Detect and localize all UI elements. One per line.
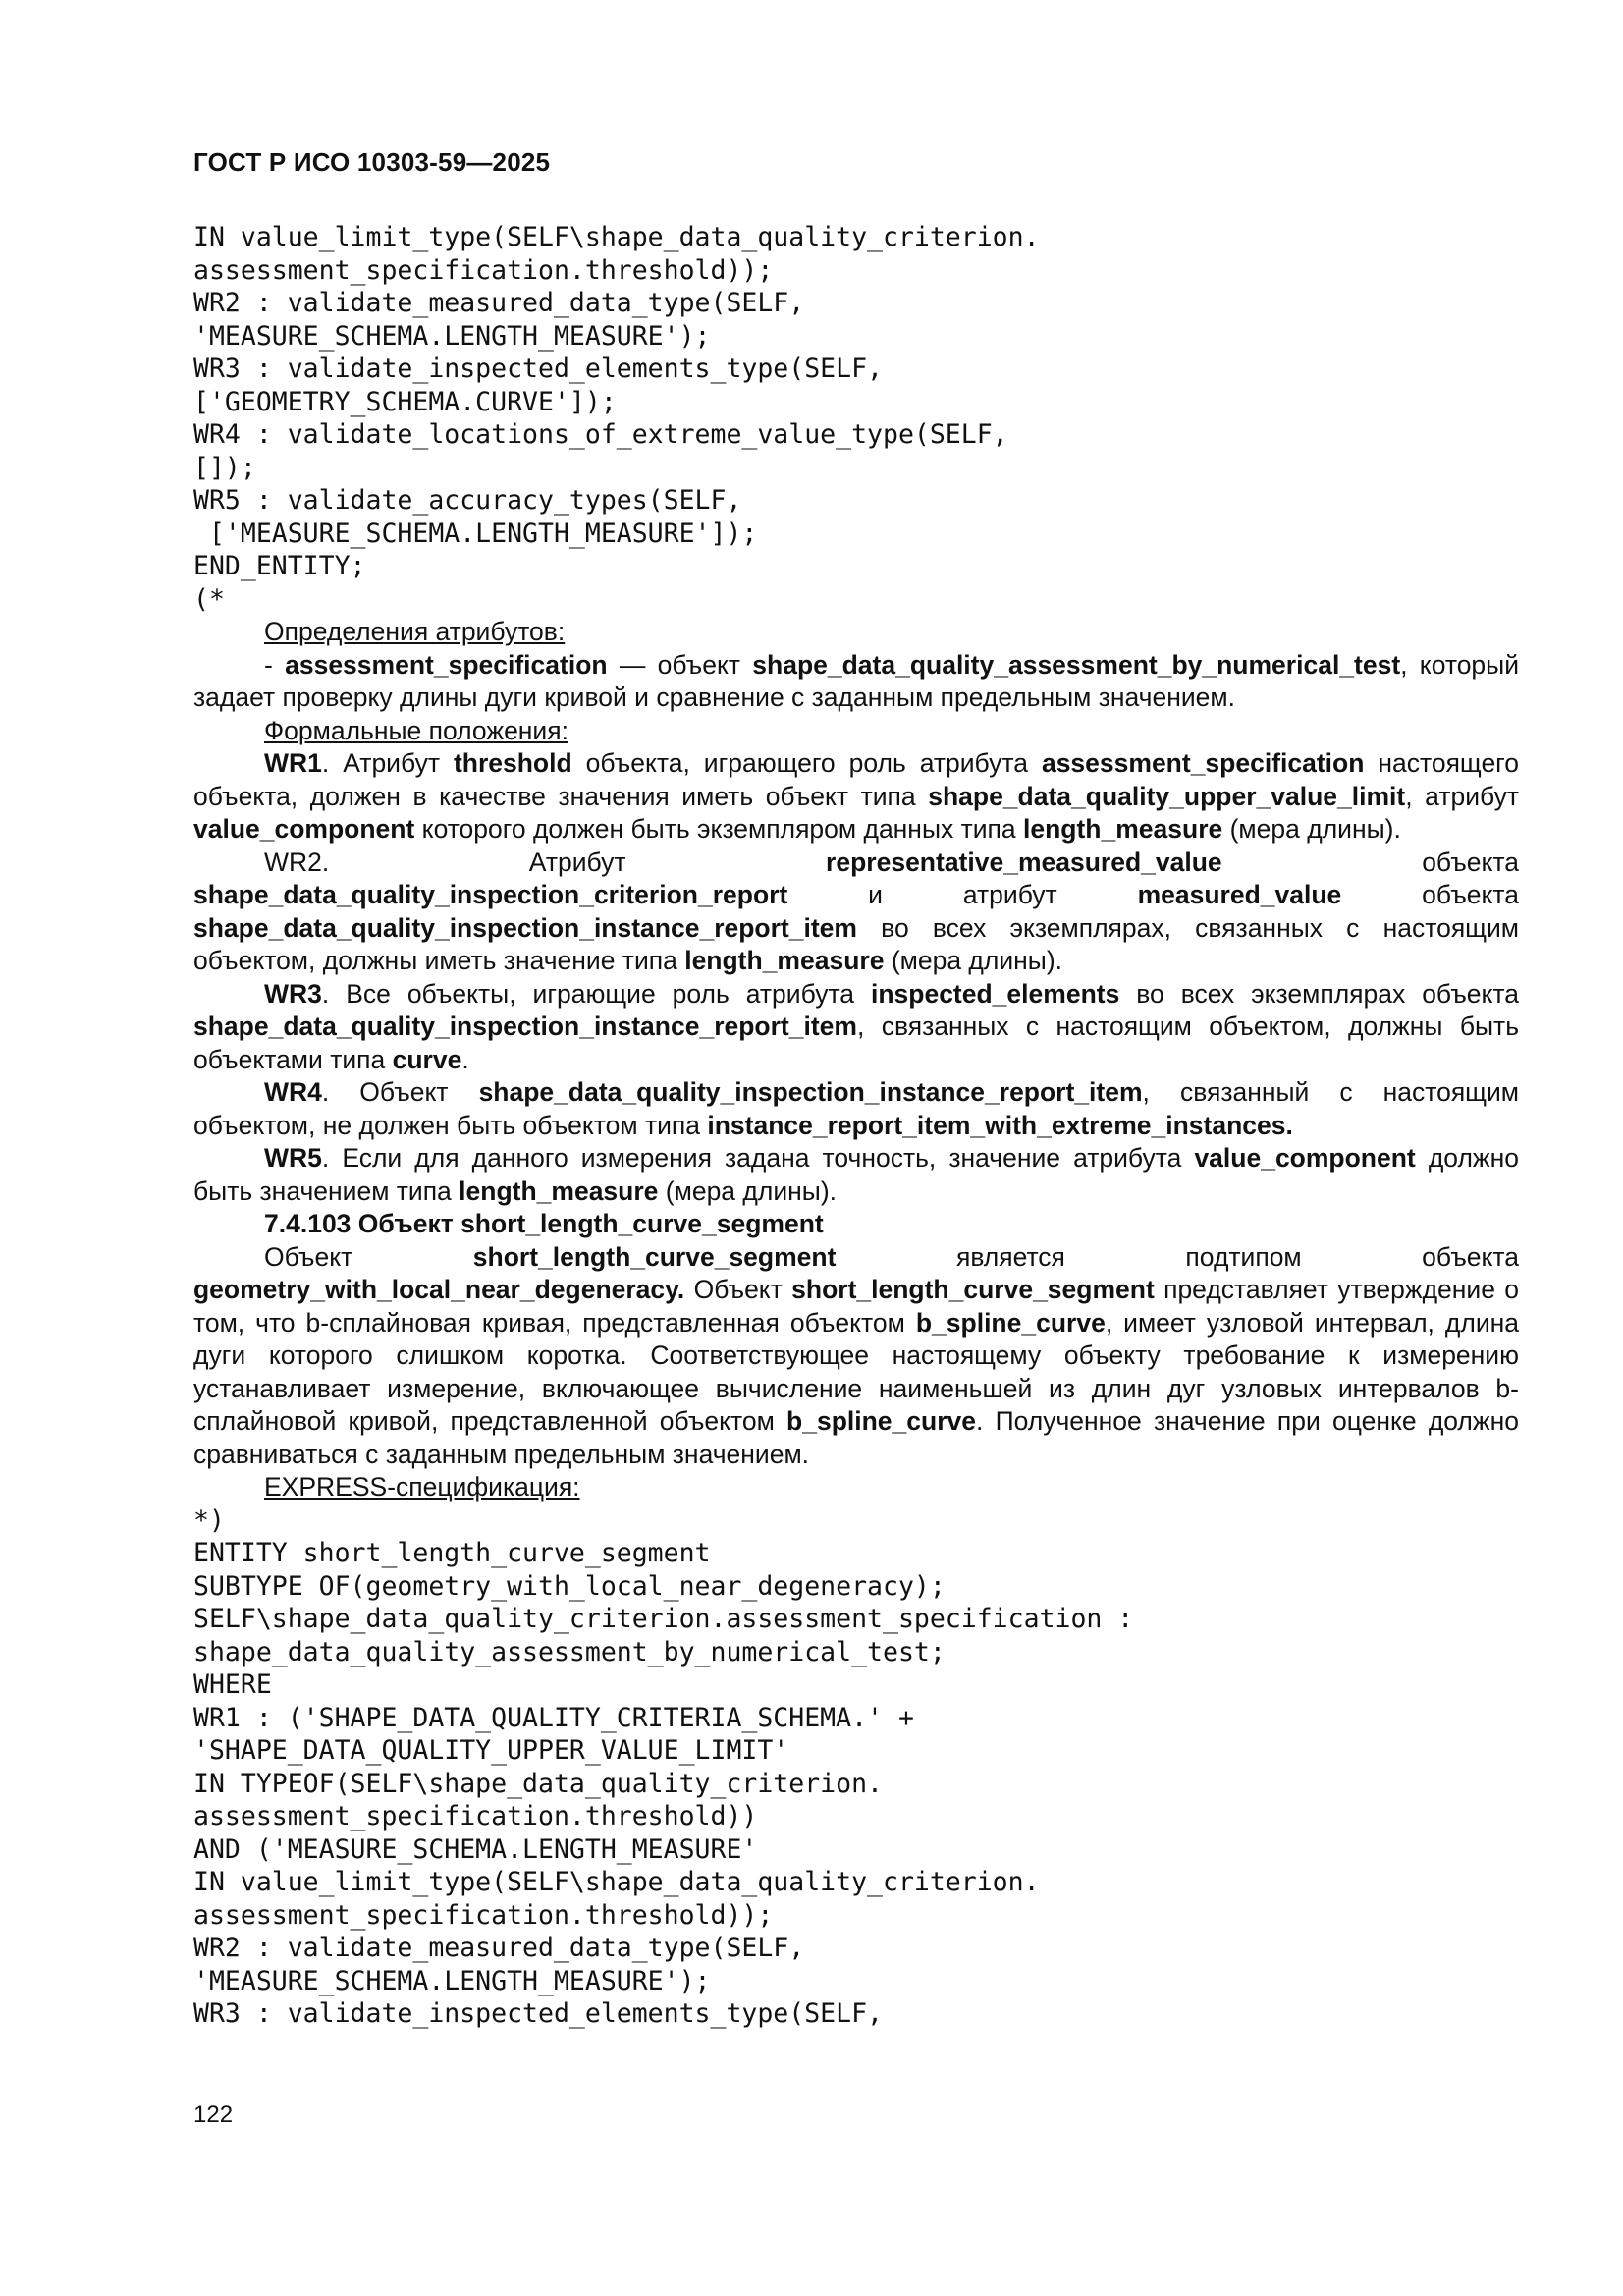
code-line: shape_data_quality_assessment_by_numerical_test;	[193, 1636, 946, 1667]
section-heading-definitions: Определения атрибутов:	[264, 617, 566, 646]
code-line: SELF\shape_data_quality_criterion.assessment_specification :	[193, 1604, 1134, 1634]
code-line: 'SHAPE_DATA_QUALITY_UPPER_VALUE_LIMIT'	[193, 1735, 789, 1766]
section-title: 7.4.103 Объект short_length_curve_segment	[264, 1209, 824, 1238]
code-line: AND ('MEASURE_SCHEMA.LENGTH_MEASURE'	[193, 1833, 758, 1865]
code-line: IN TYPEOF(SELF\shape_data_quality_criterion.	[193, 1768, 883, 1799]
code-line: WHERE	[193, 1669, 272, 1700]
code-line: END_ENTITY;	[193, 551, 366, 581]
rule-wr5: WR5. Если для данного измерения задана точность, значение атрибута value_component должно быть значением типа length_measure (мера длины).	[193, 1143, 1520, 1206]
code-line: SUBTYPE OF(geometry_with_local_near_degeneracy);	[193, 1570, 946, 1602]
code-block-2	[193, 1504, 1519, 2031]
code-line: assessment_specification.threshold))	[193, 1801, 758, 1831]
code-line: WR2 : validate_measured_data_type(SELF,	[193, 1933, 805, 1963]
code-line: assessment_specification.threshold));	[193, 1899, 774, 1931]
code-line: WR1 : ('SHAPE_DATA_QUALITY_CRITERIA_SCHEMA.' +	[193, 1702, 914, 1733]
code-line: []);	[193, 452, 256, 483]
page-header: ГОСТ Р ИСО 10303-59—2025	[193, 147, 551, 177]
rule-wr4: WR4. Объект shape_data_quality_inspection_instance_report_item, связанный с настоящим объектом, не должен быть объектом типа instance_report_item_with_extreme_instances.	[193, 1077, 1520, 1140]
express-heading: EXPRESS-спецификация:	[264, 1472, 580, 1502]
code-line: IN value_limit_type(SELF\shape_data_quality_criterion.	[193, 222, 1040, 252]
code-line: assessment_specification.threshold));	[193, 254, 774, 286]
page-number: 122	[193, 2102, 234, 2128]
code-line: ENTITY short_length_curve_segment	[193, 1538, 711, 1568]
code-line: WR3 : validate_inspected_elements_type(SELF,	[193, 1998, 883, 2029]
code-line: IN value_limit_type(SELF\shape_data_quality_criterion.	[193, 1867, 1040, 1897]
page-content	[193, 221, 1519, 2031]
code-line: WR3 : validate_inspected_elements_type(SELF,	[193, 354, 883, 384]
code-line: 'MEASURE_SCHEMA.LENGTH_MEASURE');	[193, 320, 711, 352]
code-line: 'MEASURE_SCHEMA.LENGTH_MEASURE');	[193, 1965, 711, 1996]
rule-wr2: WR2. Атрибут representative_measured_value объекта shape_data_quality_inspection_criterion_report и атрибут measured_value объекта shape_data_quality_inspection_instance_report_item во всех экземплярах, связанных с настоящим объектом, должны иметь значение типа length_measure (мера длины).	[193, 847, 1519, 975]
code-line: WR2 : validate_measured_data_type(SELF,	[193, 288, 805, 318]
definition-paragraph: - assessment_specification — объект shape_data_quality_assessment_by_numerical_test, который задает проверку длины дуги кривой и сравнение с заданным предельным значением.	[193, 649, 1520, 712]
code-line: *)	[193, 1504, 225, 1536]
commentary	[193, 616, 1519, 1504]
code-line: (*	[193, 583, 225, 615]
code-line: WR5 : validate_accuracy_types(SELF,	[193, 485, 742, 516]
section-paragraph: Объект short_length_curve_segment является подтипом объекта geometry_with_local_near_degeneracy. Объект short_length_curve_segment представляет утверждение о том, что b-сплайновая кривая, представленная объектом b_spline_curve, имеет узловой интервал, длина дуги которого слишком коротка. Соответствующее настоящему объекту требование к измерению устанавливает измерение, включающее вычисление наименьшей из длин дуг узловых интервалов b-сплайновой кривой, представленной объектом b_spline_curve. Полученное значение при оценке должно сравниваться с заданным предельным значением.	[193, 1241, 1520, 1469]
rule-wr3: WR3. Все объекты, играющие роль атрибута inspected_elements во всех экземплярах объекта shape_data_quality_inspection_instance_report_item, связанных с настоящим объектом, должны быть объектами типа curve.	[193, 978, 1519, 1074]
code-line: ['MEASURE_SCHEMA.LENGTH_MEASURE']);	[193, 518, 758, 549]
code-block-1	[193, 221, 1519, 616]
code-line: WR4 : validate_locations_of_extreme_value_type(SELF,	[193, 419, 1008, 450]
code-line: ['GEOMETRY_SCHEMA.CURVE']);	[193, 386, 617, 417]
section-heading-formal: Формальные положения:	[264, 715, 568, 745]
rule-wr1: WR1. Атрибут threshold объекта, играющего роль атрибута assessment_specification настоящего объекта, должен в качестве значения иметь объект типа shape_data_quality_upper_value_limit, атрибут value_component которого должен быть экземпляром данных типа length_measure (мера длины).	[193, 748, 1519, 844]
